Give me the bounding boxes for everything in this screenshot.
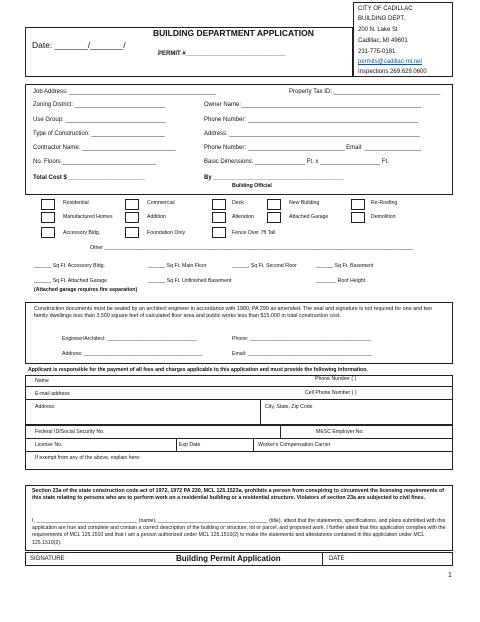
sqft-accessory-field[interactable]: ______ Sq Ft. Accessory Bldg. [34,263,105,269]
attestation-statement[interactable]: I, ___________________________________ (name), ______________________________________ (title), attest that the statements, specifications, and plans submitted with this application are true and complete and contain a correct description of the building or structure, lot or parcel, and proposed work. I further attest that this application complies with the requirements of MCL 125.1510 and that I am a person authorized under MCL 125.1510(2) to make the statements and attestations contained in this application under MCL 125.1510(2). [32,518,446,546]
inspections-phone: Inspections 269.629.0600 [358,69,427,75]
exempt-explanation-field[interactable]: If exempt from any of the above, explain here: [35,455,141,461]
applicant-notice: Applicant is responsible for the payment of all fees and charges applicable to this application and must provide the following information. [28,367,368,373]
demolition-label: Demolition [371,214,396,220]
federal-id-field[interactable]: Federal ID/Social Security No. [35,429,105,435]
sqft-main-floor-field[interactable]: ______ Sq Ft. Main Floor [148,263,207,269]
page-title: BUILDING DEPARTMENT APPLICATION [153,28,314,38]
contractor-name-field[interactable]: Contractor Name: ____________________________ [33,145,176,151]
divider [260,399,261,425]
contractor-phone-email-field[interactable]: Phone Number: _____________________________ Email: _________________ [204,145,422,151]
accessory-bldg-checkbox[interactable] [41,227,55,238]
re-roofing-label: Re-Roofing [371,200,398,206]
attached-garage-checkbox[interactable] [267,212,281,223]
divider [25,451,453,452]
architect-email-field[interactable]: Email: ___________________________________________ [232,351,372,357]
exp-date-field[interactable]: Exp Date [179,442,201,448]
demolition-checkbox[interactable] [351,212,365,223]
mesc-employer-field[interactable]: MESC Employer No. [316,429,364,435]
roof-height-field[interactable]: _______ Roof Height [316,278,366,284]
residential-label: Residential [63,200,89,206]
foundation-only-label: Foundation Only [147,230,186,236]
divider [25,386,453,387]
applicant-info-box [25,375,453,425]
fire-separation-note: (Attached garage requires fire separation) [34,287,138,293]
applicant-cell-field[interactable]: Cell Phone Number ( ) [305,390,357,396]
engineer-architect-field[interactable]: Engineer/Architect: _______________________________ [62,336,197,342]
approved-by-field[interactable]: By _______________________________________ [204,175,344,181]
divider [25,399,453,400]
other-field[interactable]: Other ___________________________________________________________________________________________________________ [90,245,414,251]
addition-label: Addition [147,214,166,220]
new-building-label: New Building [289,200,320,206]
architect-notice: Construction documents must be sealed by an architect engineer in accordance with 1980, PA 299 as amended. The seal and signature is not required for one and two family dwellings less than 3,500 square feet of calculated floor area and public works less than $15,000 in total construction cost. [34,306,433,320]
office-line-4: Cadillac, MI 49601 [358,38,408,44]
applicant-city-field[interactable]: City, State, Zip Code [265,404,313,410]
signature-field[interactable]: SIGNATURE [30,556,65,562]
number-floors-field[interactable]: No. Floors ____________________________ [33,159,156,165]
sqft-second-floor-field[interactable]: ______ Sq Ft. Second Floor [232,263,297,269]
commercial-label: Commercial [147,200,175,206]
applicant-name-field[interactable]: Name [35,378,49,384]
accessory-bldg-label: Accessory Bldg. [63,230,101,236]
building-official-label: Building Official [232,183,272,189]
owner-address-field[interactable]: Address: _________________________________________________________ [204,131,420,137]
office-line-3: 200 N. Lake St [358,27,398,33]
construction-type-field[interactable]: Type of Construction: ______________________ [33,131,165,137]
applicant-phone-field[interactable]: Phone Number ( ) [315,376,357,382]
residential-checkbox[interactable] [41,199,55,210]
architect-address-field[interactable]: Address: _________________________________________ [62,351,203,357]
new-building-checkbox[interactable] [267,199,281,210]
permit-number-field[interactable]: PERMIT #______________________________ [158,51,286,57]
office-email-link[interactable]: permits@cadillac-mi.net [358,59,423,65]
addition-checkbox[interactable] [125,212,139,223]
license-number-field[interactable]: License No. [35,442,63,448]
divider [253,438,254,451]
job-address-field[interactable]: Job Address: ____________________________________________ [33,89,217,95]
use-group-field[interactable]: Use Group: ______________________________ [33,117,166,123]
applicant-address-field[interactable]: Address: [35,404,56,410]
fence-checkbox[interactable] [212,227,226,238]
signature-date-field[interactable]: DATE [329,556,345,562]
office-line-2: BUILDING DEPT. [358,16,406,22]
office-phone: 231-775-0181 [358,49,396,55]
total-cost-field[interactable]: Total Cost $ _______________________ [33,175,146,181]
applicant-email-field[interactable]: E-mail address [35,391,70,397]
zoning-district-field[interactable]: Zoning District: ___________________________ [33,102,165,108]
manufactured-homes-checkbox[interactable] [41,212,55,223]
alteration-checkbox[interactable] [212,212,226,223]
sqft-attached-garage-field[interactable]: ______ Sq Ft. Attached Garage [34,278,107,284]
page-number: 1 [448,572,452,579]
deck-label: Deck [232,200,244,206]
re-roofing-checkbox[interactable] [351,199,365,210]
alteration-label: Alteration [232,214,254,220]
footer-title: Building Permit Application [176,554,281,563]
divider [280,425,281,438]
commercial-checkbox[interactable] [125,199,139,210]
section-23a-notice: Section 23a of the state construction code act of 1972, 1972 PA 230, MCL 125.1523a, prohibits a person from conspiring to circumvent the licensing requirements of this state relating to persons who are to perform work on a residential building or a residential structure. Violators of section 23a are subjected to civil fines. [32,488,444,502]
divider [322,552,323,566]
owner-name-field[interactable]: Owner Name:______________________________________________________ [204,102,422,108]
property-tax-id-field[interactable]: Property Tax ID: ________________________________ [289,89,441,95]
owner-phone-field[interactable]: Phone Number: ___________________________________________________ [204,117,418,123]
divider [25,438,453,439]
basic-dimensions-field[interactable]: Basic Dimensions: _______________ Ft. x __________________ Ft. [204,159,389,165]
date-field[interactable]: Date: _______/_______/ [32,40,126,50]
deck-checkbox[interactable] [212,199,226,210]
divider [176,438,177,451]
manufactured-homes-label: Manufactured Homes [63,214,113,220]
sqft-basement-field[interactable]: ______ Sq Ft. Basement [316,263,374,269]
workers-comp-field[interactable]: Worker's Compensation Carrier [258,442,331,448]
attached-garage-label: Attached Garage [289,214,329,220]
architect-phone-field[interactable]: Phone: __________________________________________ [232,336,372,342]
foundation-only-checkbox[interactable] [125,227,139,238]
office-line-1: CITY OF CADILLAC [358,6,413,12]
fence-label: Fence Over 7ft Tall [232,230,276,236]
sqft-unfinished-basement-field[interactable]: ______ Sq Ft. Unfinished Basement [148,278,232,284]
